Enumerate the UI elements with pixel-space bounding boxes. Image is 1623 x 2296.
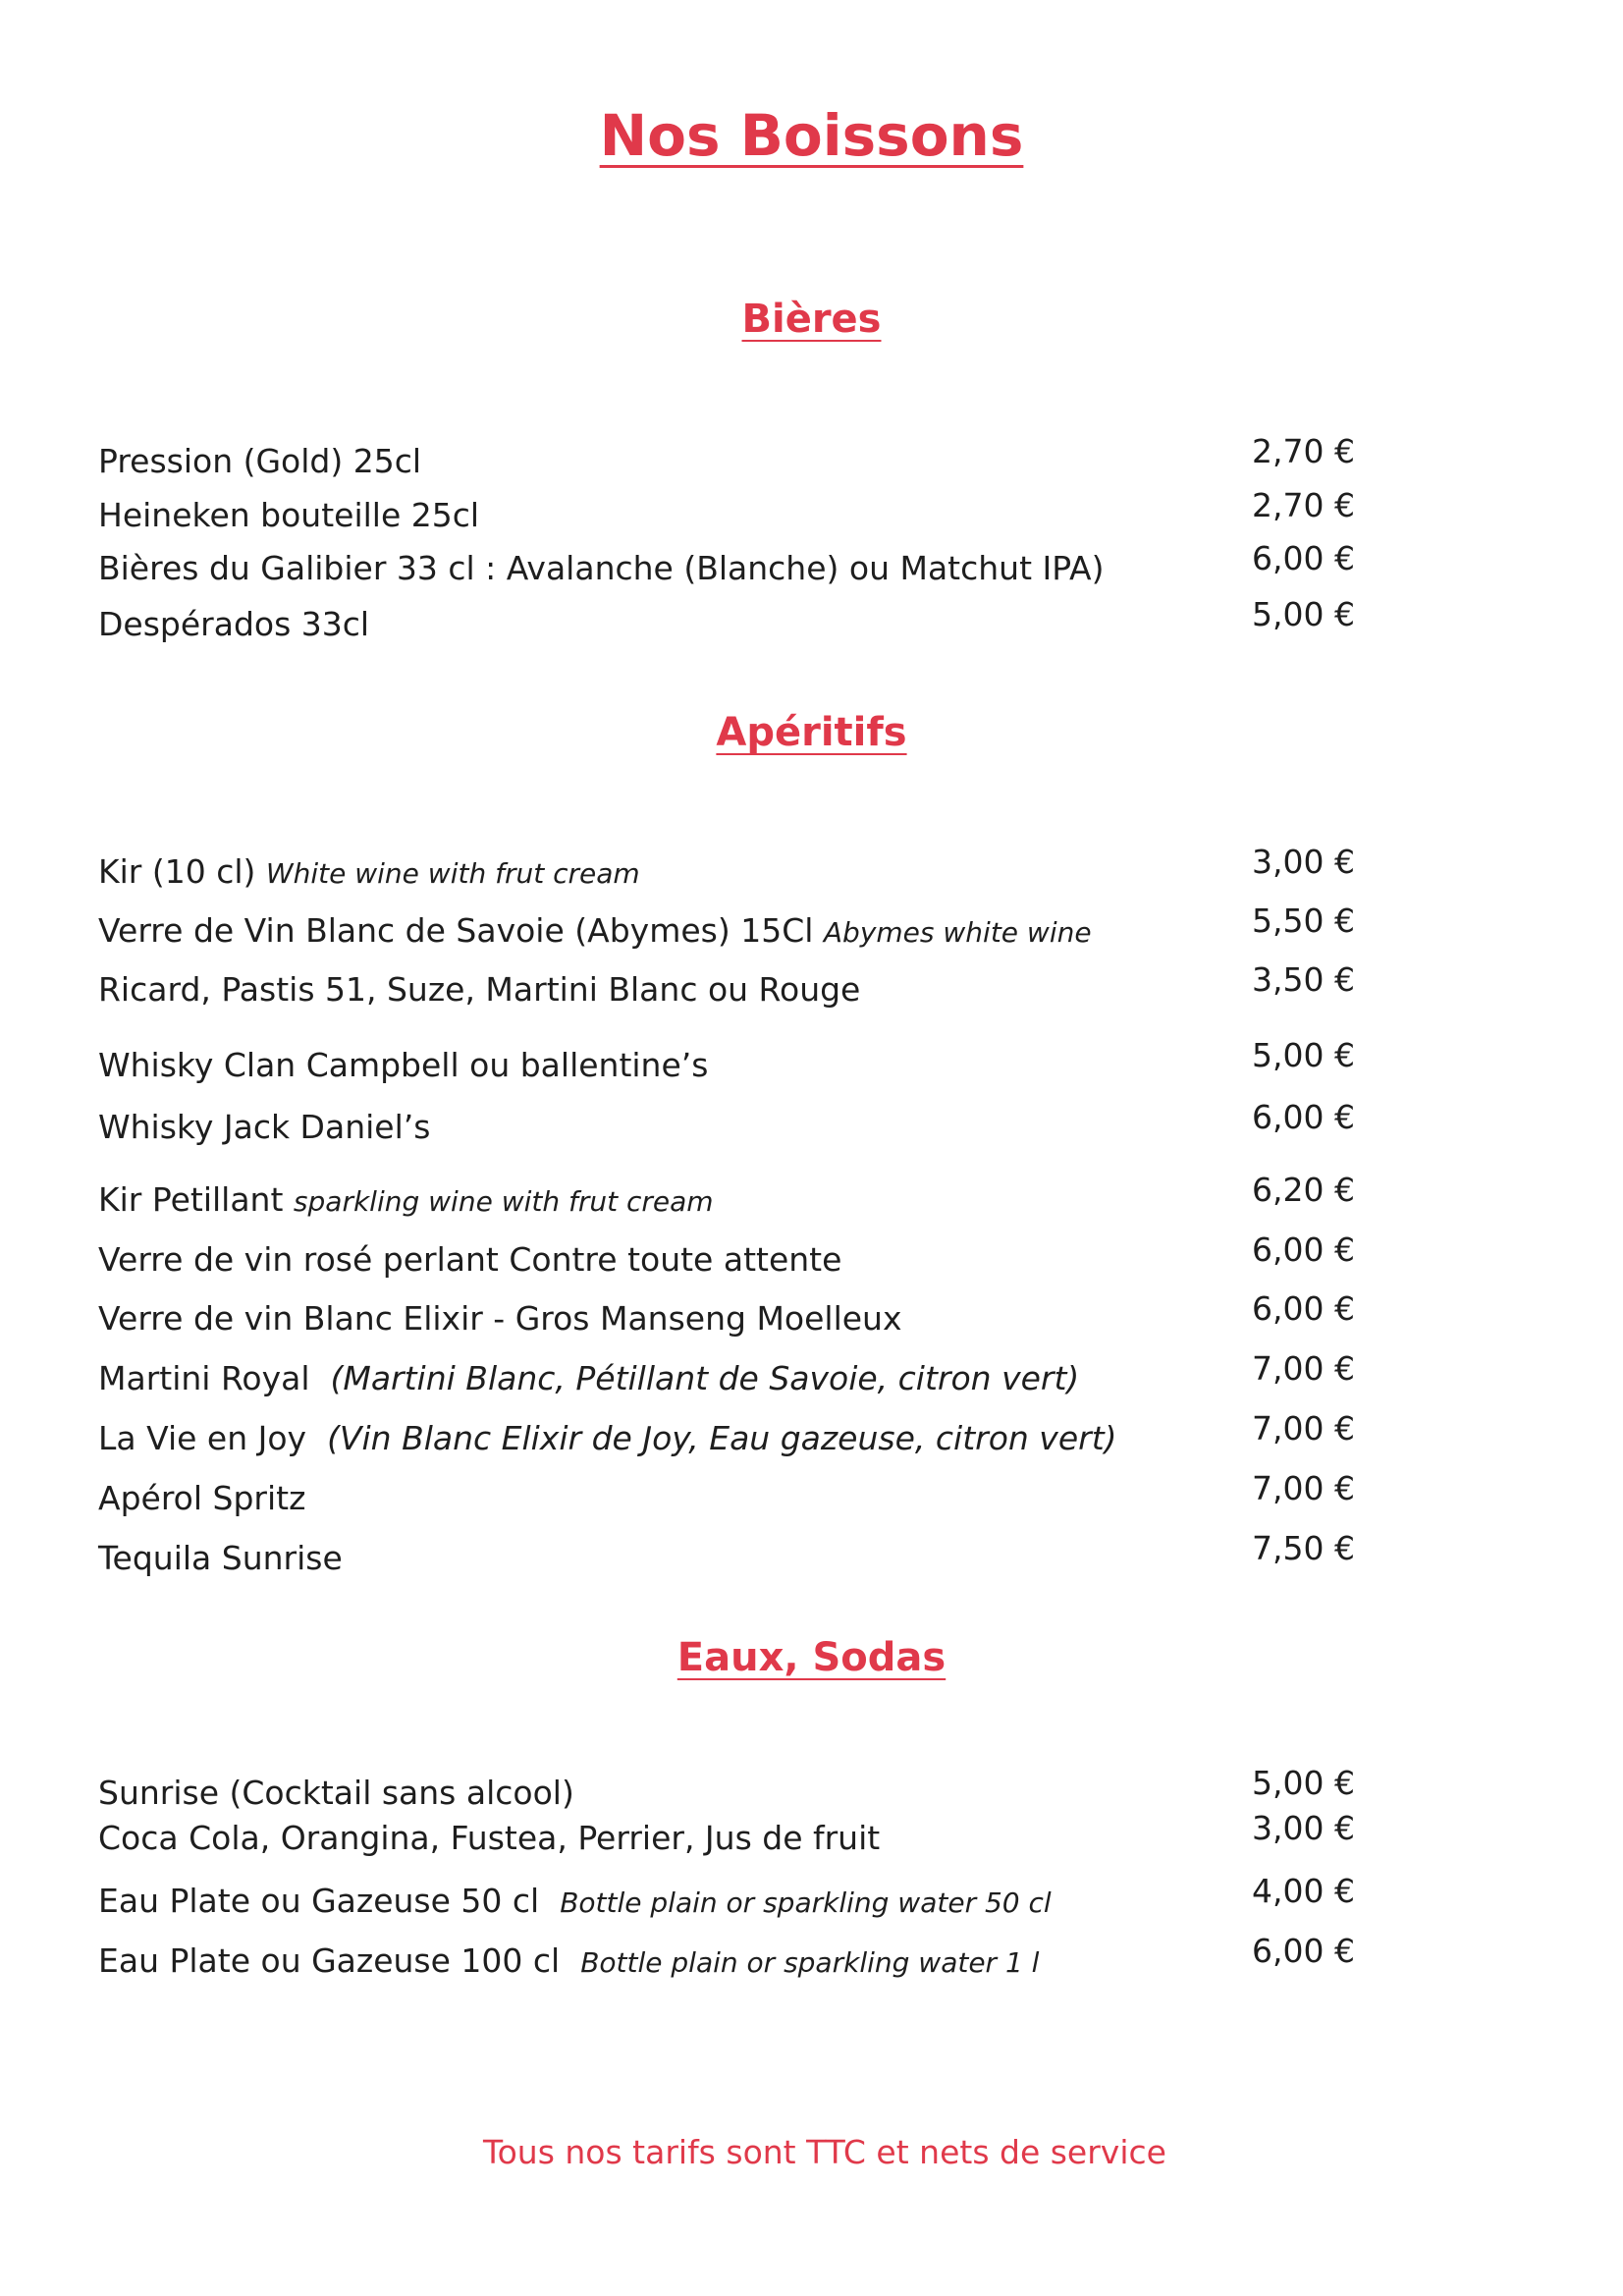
menu-item — [98, 1529, 1355, 1588]
menu-item — [98, 1932, 1355, 1991]
menu-item — [98, 539, 1355, 598]
menu-item — [98, 1171, 1355, 1230]
item-name: Coca Cola, Orangina, Fustea, Perrier, Jus de fruit — [98, 1819, 881, 1857]
item-price: 6,00 € — [1252, 1230, 1355, 1269]
item-name: Kir (10 cl) White wine with frut cream — [98, 852, 640, 891]
menu-item — [98, 1764, 1355, 1823]
item-name: Pression (Gold) 25cl — [98, 442, 422, 480]
item-price: 7,00 € — [1252, 1469, 1355, 1507]
item-price: 7,00 € — [1252, 1409, 1355, 1448]
item-name: Apérol Spritz — [98, 1479, 306, 1517]
menu-item — [98, 1036, 1355, 1095]
item-name: Despérados 33cl — [98, 605, 370, 643]
item-description: Bottle plain or sparkling water 1 l — [580, 1946, 1040, 1979]
item-description: sparkling wine with frut cream — [293, 1185, 714, 1218]
item-price: 3,00 € — [1252, 843, 1355, 881]
item-description: (Martini Blanc, Pétillant de Savoie, citron vert) — [330, 1359, 1080, 1397]
item-name: Tequila Sunrise — [98, 1539, 343, 1577]
item-price: 6,00 € — [1252, 1098, 1355, 1136]
page-title: Nos Boissons — [599, 102, 1024, 169]
item-name: Martini Royal (Martini Blanc, Pétillant de Savoie, citron vert) — [98, 1359, 1080, 1397]
footer-note: Tous nos tarifs sont TTC et nets de service — [483, 2133, 1166, 2171]
item-price: 2,70 € — [1252, 486, 1355, 524]
item-price: 3,00 € — [1252, 1809, 1355, 1847]
item-name: Verre de vin Blanc Elixir - Gros Manseng Moelleux — [98, 1299, 902, 1338]
section-heading-bieres: Bières — [741, 297, 882, 342]
item-description: White wine with frut cream — [265, 857, 640, 890]
section-heading-aperitifs: Apéritifs — [716, 710, 907, 755]
item-price: 5,00 € — [1252, 1036, 1355, 1074]
menu-item — [98, 960, 1355, 1019]
menu-item — [98, 1289, 1355, 1348]
item-name: Verre de Vin Blanc de Savoie (Abymes) 15Cl Abymes white wine — [98, 911, 1092, 950]
menu-item — [98, 1809, 1355, 1868]
menu-item — [98, 1098, 1355, 1157]
item-price: 7,00 € — [1252, 1349, 1355, 1388]
item-price: 2,70 € — [1252, 432, 1355, 470]
item-description: Abymes white wine — [823, 916, 1092, 949]
item-name: Bières du Galibier 33 cl : Avalanche (Blanche) ou Matchut IPA) — [98, 549, 1105, 587]
item-name: Kir Petillant sparkling wine with frut cream — [98, 1180, 714, 1219]
item-description: (Vin Blanc Elixir de Joy, Eau gazeuse, citron vert) — [327, 1419, 1117, 1457]
menu-item — [98, 486, 1355, 545]
item-price: 6,00 € — [1252, 1289, 1355, 1328]
item-price: 7,50 € — [1252, 1529, 1355, 1567]
item-name: Whisky Clan Campbell ou ballentine’s — [98, 1046, 709, 1084]
menu-item — [98, 595, 1355, 654]
item-name: Heineken bouteille 25cl — [98, 496, 480, 534]
menu-item — [98, 1230, 1355, 1289]
item-name: Whisky Jack Daniel’s — [98, 1108, 431, 1146]
item-price: 3,50 € — [1252, 960, 1355, 999]
item-name: La Vie en Joy (Vin Blanc Elixir de Joy, Eau gazeuse, citron vert) — [98, 1419, 1117, 1457]
menu-item — [98, 1349, 1355, 1408]
item-price: 4,00 € — [1252, 1872, 1355, 1910]
menu-item — [98, 843, 1355, 902]
item-description: Bottle plain or sparkling water 50 cl — [560, 1886, 1052, 1919]
item-price: 5,00 € — [1252, 1764, 1355, 1802]
item-price: 5,00 € — [1252, 595, 1355, 633]
menu-item — [98, 1469, 1355, 1528]
menu-item — [98, 1409, 1355, 1468]
item-name: Eau Plate ou Gazeuse 50 cl Bottle plain or sparkling water 50 cl — [98, 1882, 1052, 1920]
item-price: 6,00 € — [1252, 1932, 1355, 1970]
item-name: Ricard, Pastis 51, Suze, Martini Blanc ou Rouge — [98, 970, 861, 1009]
item-price: 6,00 € — [1252, 539, 1355, 577]
menu-item — [98, 1872, 1355, 1931]
menu-item — [98, 902, 1355, 960]
section-heading-eaux-sodas: Eaux, Sodas — [676, 1635, 947, 1680]
item-price: 5,50 € — [1252, 902, 1355, 940]
menu-item — [98, 432, 1355, 491]
item-price: 6,20 € — [1252, 1171, 1355, 1209]
item-name: Sunrise (Cocktail sans alcool) — [98, 1774, 574, 1812]
item-name: Eau Plate ou Gazeuse 100 cl Bottle plain or sparkling water 1 l — [98, 1941, 1040, 1980]
item-name: Verre de vin rosé perlant Contre toute attente — [98, 1240, 842, 1279]
